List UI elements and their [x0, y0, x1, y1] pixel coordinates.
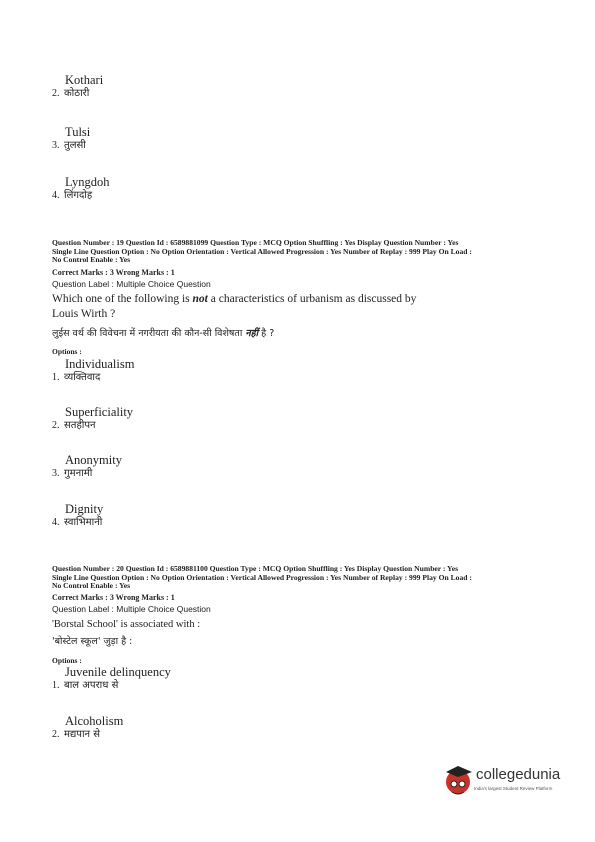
emphasis-nahin: नहीं: [245, 328, 259, 339]
question-20-text-hi: 'बोस्टेल स्कूल' जुड़ा है :: [52, 636, 133, 647]
option-3: [52, 453, 122, 481]
logo-wordmark: collegedunia: [476, 766, 561, 783]
options-label: Options :: [52, 656, 82, 665]
option-number: 3.: [52, 468, 60, 479]
option-number: 1.: [52, 680, 60, 691]
question-19-meta: [52, 239, 552, 265]
emphasis-not: not: [192, 293, 208, 305]
question-20-label: Question Label : Multiple Choice Question: [52, 604, 211, 614]
question-20-meta: [52, 565, 552, 591]
option-text-en: Anonymity: [65, 453, 122, 467]
meta-line: Single Line Question Option : No Option Orientation : Vertical Allowed Progression : Yes Number of Replay : 999 Play On Load :: [52, 246, 472, 256]
meta-line: Question Number : 20 Question Id : 6589881100 Question Type : MCQ Option Shuffling : Yes Display Question Number : Yes: [52, 564, 459, 573]
option-text-en: Alcoholism: [65, 714, 124, 728]
option-2: [52, 405, 133, 433]
meta-line: Question Number : 19 Question Id : 6589881099 Question Type : MCQ Option Shuffling : Yes Display Question Number : Yes: [52, 238, 459, 247]
option-number: 3.: [52, 140, 60, 151]
meta-line: No Control Enable : Yes: [52, 581, 131, 591]
option-text-hi: बाल अपराध से: [64, 680, 119, 691]
option-text-hi: मद्यपान से: [64, 729, 101, 740]
question-20-text-en: 'Borstal School' is associated with :: [52, 619, 201, 630]
option-1: [52, 665, 171, 693]
option-text-en: Individualism: [65, 357, 135, 371]
option-2: [52, 73, 103, 101]
option-4: [52, 175, 109, 203]
option-number: 2.: [52, 88, 60, 99]
logo-tagline: India's largest Student Review Platform: [474, 786, 553, 791]
meta-line: No Control Enable : Yes: [52, 255, 131, 265]
option-number: 4.: [52, 517, 60, 528]
option-number: 2.: [52, 729, 60, 740]
option-2: [52, 714, 123, 742]
option-text-en: Lyngdoh: [65, 175, 110, 189]
text-part: लुईस वर्थ की विवेचना में नगरीयता की कौन-सी विशेषता: [52, 328, 243, 339]
option-1: [52, 357, 134, 385]
question-19-label: Question Label : Multiple Choice Question: [52, 279, 211, 289]
question-20-marks: Correct Marks : 3 Wrong Marks : 1: [52, 593, 175, 602]
option-text-hi: लिंगदोह: [64, 190, 93, 201]
option-number: 1.: [52, 372, 60, 383]
option-text-hi: तुलसी: [64, 140, 86, 151]
option-text-en: Superficiality: [65, 405, 134, 419]
option-text-hi: स्वाभिमानी: [64, 517, 103, 528]
question-19-text-en: [52, 292, 522, 322]
option-number: 4.: [52, 190, 60, 201]
options-label: Options :: [52, 347, 82, 356]
text-part: Louis Wirth ?: [52, 308, 116, 320]
question-19-marks: Correct Marks : 3 Wrong Marks : 1: [52, 268, 175, 277]
option-text-hi: कोठारी: [64, 88, 90, 99]
text-part: a characteristics of urbanism as discussed by: [210, 293, 417, 305]
option-3: [52, 125, 90, 153]
option-text-hi: व्यक्तिवाद: [64, 372, 101, 383]
option-text-hi: सतहीपन: [64, 420, 96, 431]
text-part: है ?: [261, 328, 275, 339]
option-text-hi: गुमनामी: [64, 468, 93, 479]
meta-line: Single Line Question Option : No Option Orientation : Vertical Allowed Progression : Yes Number of Replay : 999 Play On Load :: [52, 572, 472, 582]
option-4: [52, 502, 103, 530]
question-19-text-hi: [52, 326, 274, 339]
option-text-en: Tulsi: [65, 125, 91, 139]
text-part: Which one of the following is: [52, 293, 190, 305]
option-text-en: Dignity: [65, 502, 104, 516]
option-text-en: Kothari: [65, 73, 104, 87]
option-text-en: Juvenile delinquency: [65, 665, 171, 679]
option-number: 2.: [52, 420, 60, 431]
